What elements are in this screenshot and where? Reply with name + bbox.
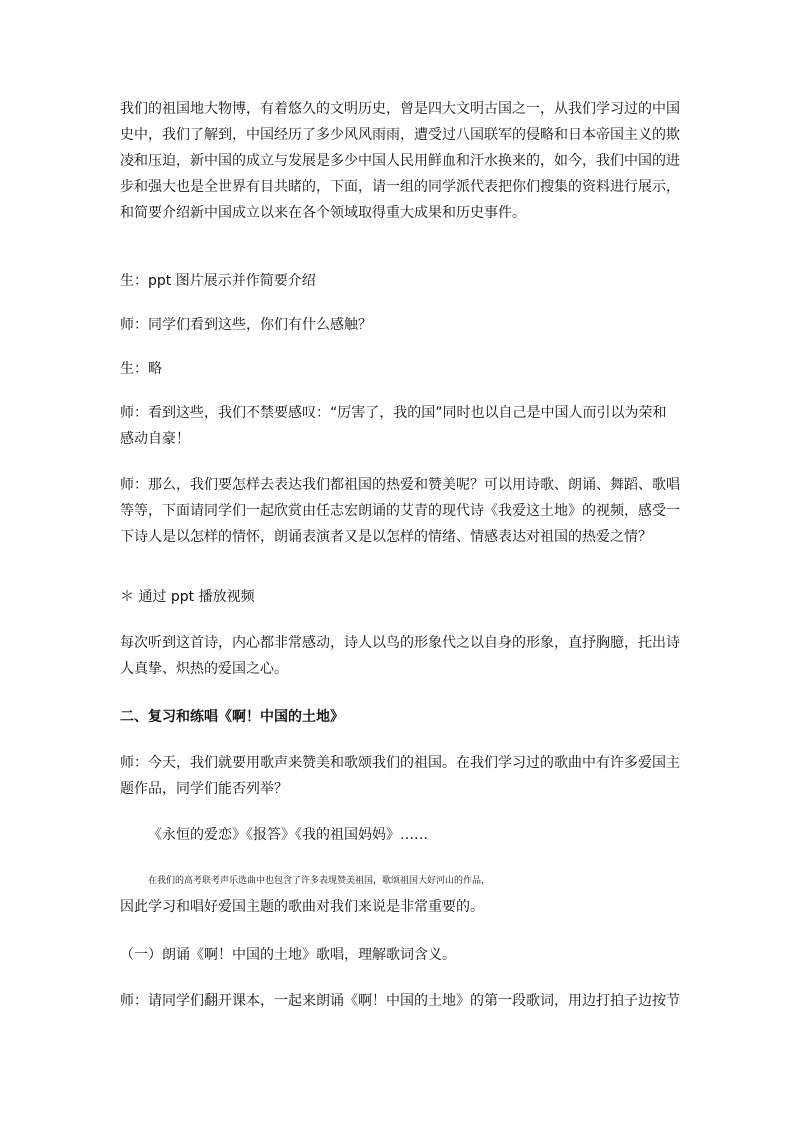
exam-songs-paragraph: 在我们的高考联考声乐选曲中也包含了许多表现赞美祖国，歌颂祖国大好河山的作品， 因此学习和唱好爱国主题的歌曲对我们来说是非常重要的。 <box>120 876 491 915</box>
student-ppt-line: 生：ppt 图片展示并作简要介绍 <box>120 273 316 289</box>
teacher-read-line: 师：请同学们翻开课本，一起来朗诵《啊！中国的土地》的第一段歌词，用边打拍子边按节 <box>120 993 680 1009</box>
teacher-today-paragraph: 师：今天，我们就要用歌声来赞美和歌颂我们的祖国。在我们学习过的歌曲中有许多爱国主 题作品，同学们能否列举？ <box>120 755 680 797</box>
subsection-1-line: （一）朗诵《啊！中国的土地》歌唱，理解歌词含义。 <box>120 947 456 963</box>
song-list-line: 《永恒的爱恋》《报答》《我的祖国妈妈》…… <box>148 827 428 843</box>
student-omitted-line: 生：略 <box>120 361 162 377</box>
teacher-exclaim-paragraph: 师：看到这些，我们不禁要感叹：“厉害了，我的国”同时也以自己是中国人而引以为荣和 感动自豪！ <box>120 405 667 447</box>
intro-paragraph: 我们的祖国地大物博，有着悠久的文明历史，曾是四大文明古国之一，从我们学习过的中国 史中，我们了解到，中国经历了多少风风雨雨，遭受过八国联军的侵略和日本帝国主义的欺 凌和压迫，新中国的成立与发展是多少中国人民用鲜血和汗水换来的，如今，我们中国的进 步和强大也是全世界有目共睹的，下面，请一组的同学派代表把你们搜集的资料进行展示， 和简要介绍新中国成立以来在各个领域取得重大成果和历史事件。 <box>120 101 680 221</box>
poem-reflection-paragraph: 每次听到这首诗，内心都非常感动，诗人以鸟的形象代之以自身的形象，直抒胸臆，托出诗 人真挚、炽热的爱国之心。 <box>120 635 680 677</box>
video-note-line: ＊ 通过 ppt 播放视频 <box>120 589 255 605</box>
teacher-express-paragraph: 师：那么，我们要怎样去表达我们都祖国的热爱和赞美呢？可以用诗歌、朗诵、舞蹈、歌唱 等等，下面请同学们一起欣赏由任志宏朗诵的艾青的现代诗《我爱这土地》的视频，感受一 下诗人是以怎样的情怀，朗诵表演者又是以怎样的情绪、情感表达对祖国的热爱之情？ <box>120 477 680 545</box>
teacher-question-line: 师：同学们看到这些，你们有什么感触？ <box>120 317 372 333</box>
section-heading-2: 二、复习和练唱《啊！中国的土地》 <box>120 709 344 725</box>
